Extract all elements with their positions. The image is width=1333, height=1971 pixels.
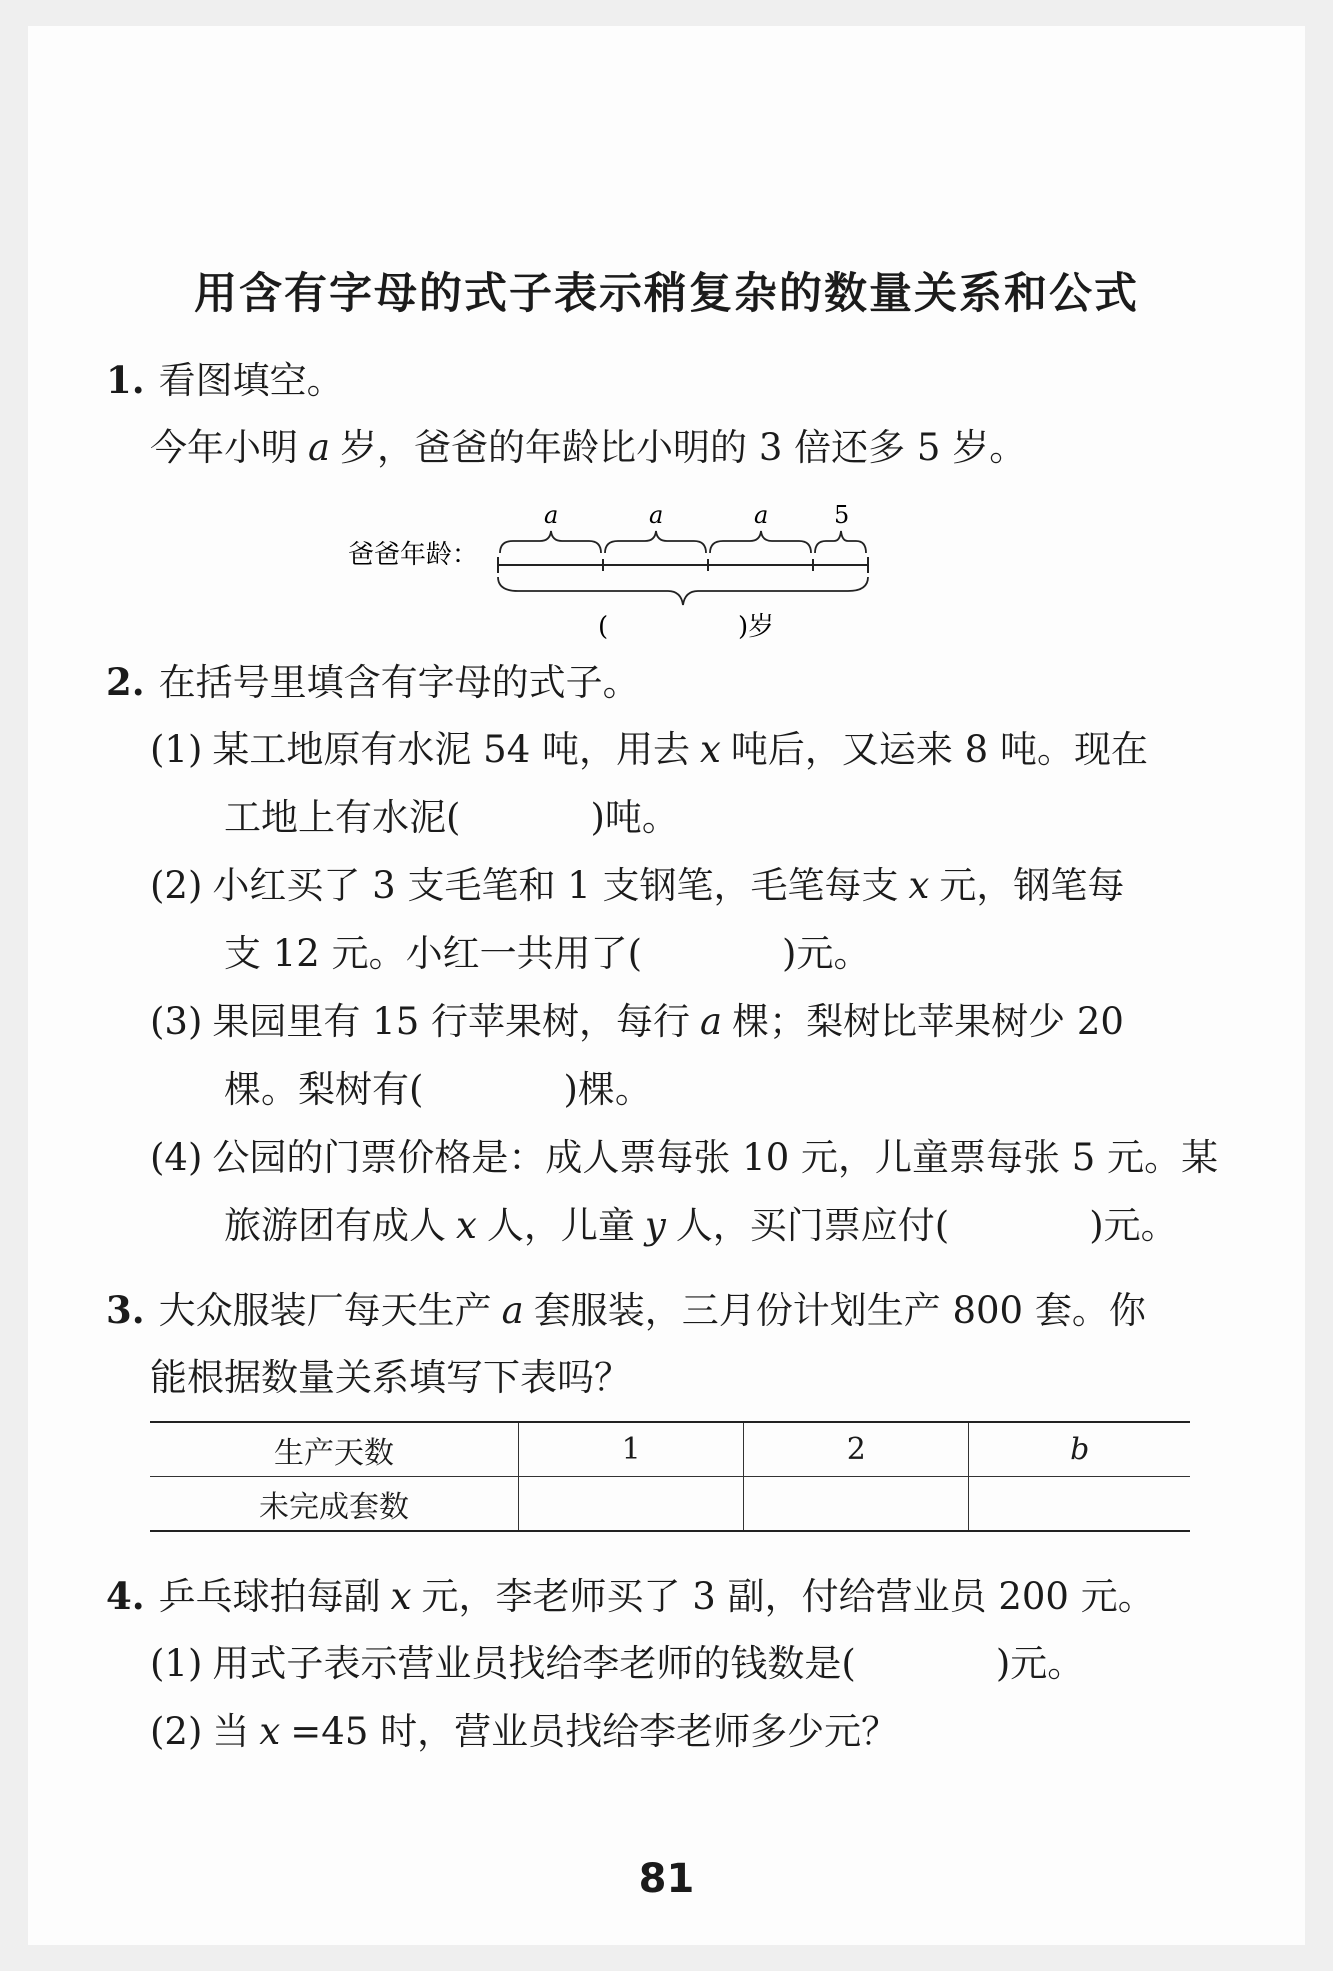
q2-item-variable: x <box>700 728 721 771</box>
q4-sub-text: )元。 <box>995 1642 1085 1685</box>
q1-condition-line <box>150 424 1026 472</box>
table-cell: b <box>969 1422 1190 1477</box>
q4-sub-text: 当 <box>212 1710 250 1753</box>
q4-number: 4. <box>106 1574 145 1618</box>
q2-item-text: 元，钢笔每 <box>939 864 1125 907</box>
q2-prompt: 在括号里填含有字母的式子。 <box>158 661 640 704</box>
diagram-seg-label: a <box>649 501 664 529</box>
q2-item-text: 某工地原有水泥 54 吨，用去 <box>212 728 691 771</box>
q2-item-text: 吨后，又运来 8 吨。现在 <box>730 728 1148 771</box>
diagram-brace <box>815 531 866 553</box>
table-row <box>150 1422 1190 1477</box>
q2-item-text: 果园里有 15 行苹果树，每行 <box>212 1000 691 1043</box>
worksheet-page <box>28 26 1305 1945</box>
diagram-brace <box>710 531 811 553</box>
q2-item-2-line-2 <box>224 930 870 978</box>
answer-cell[interactable] <box>519 1477 744 1532</box>
q3-text: 能根据数量关系填写下表吗？ <box>150 1356 631 1399</box>
q2-item-text: 人，买门票应付( <box>675 1204 950 1247</box>
q2-prompt-line <box>106 658 640 707</box>
q2-item-text: 支 12 元。小红一共用了( <box>224 932 643 975</box>
q2-item-index: (3) <box>150 1000 203 1043</box>
q2-item-3-line-2 <box>224 1066 652 1114</box>
q2-item-index: (2) <box>150 864 203 907</box>
q4-sub-2 <box>150 1708 898 1756</box>
q1-condition-text-a: 今年小明 <box>150 426 298 469</box>
q4-sub-text: 用式子表示营业员找给李老师的钱数是( <box>212 1642 856 1685</box>
table-header-cell: 生产天数 <box>150 1422 519 1477</box>
table-header-cell: 未完成套数 <box>150 1477 519 1532</box>
diagram-seg-label: a <box>754 501 769 529</box>
answer-cell[interactable] <box>744 1477 969 1532</box>
q2-item-text: 人，儿童 <box>486 1204 635 1247</box>
q4-text: 元，李老师买了 3 副，付给营业员 200 元。 <box>421 1575 1155 1618</box>
q2-item-variable: x <box>456 1204 477 1247</box>
q2-item-variable: x <box>908 864 930 907</box>
answer-cell[interactable] <box>969 1477 1190 1532</box>
q2-item-text: )元。 <box>782 932 871 975</box>
q2-item-index: (4) <box>150 1136 203 1179</box>
q2-item-text: )元。 <box>1089 1204 1178 1247</box>
q4-variable: x <box>259 1710 281 1753</box>
q2-item-2-line-1 <box>150 862 1124 910</box>
diagram-seg-label: 5 <box>834 501 850 529</box>
q3-number: 3. <box>106 1288 145 1332</box>
diagram-bottom-open: ( <box>598 612 609 642</box>
q2-item-1-line-2 <box>224 794 679 842</box>
q2-item-text: 工地上有水泥( <box>224 796 461 839</box>
q4-text: 乒乓球拍每副 <box>158 1575 381 1618</box>
q4-variable: x <box>390 1575 412 1618</box>
q3-text: 大众服装厂每天生产 <box>158 1289 492 1332</box>
q2-item-text: )棵。 <box>563 1068 652 1111</box>
q2-number: 2. <box>106 660 145 704</box>
q2-item-4-line-1 <box>150 1134 1218 1182</box>
q1-prompt: 看图填空。 <box>158 359 344 402</box>
q2-item-4-line-2 <box>224 1202 1178 1250</box>
diagram-bottom-close: )岁 <box>738 612 775 642</box>
table-cell: 2 <box>744 1422 969 1477</box>
q2-item-variable: y <box>644 1204 666 1247</box>
q4-sub-index: (2) <box>150 1710 203 1753</box>
line-segment-diagram <box>348 501 908 651</box>
diagram-brace <box>605 531 706 553</box>
q3-fill-table <box>150 1421 1190 1532</box>
diagram-label: 爸爸年龄： <box>348 540 479 570</box>
q2-item-text: )吨。 <box>590 796 679 839</box>
page-title: 用含有字母的式子表示稍复杂的数量关系和公式 <box>194 269 1139 319</box>
q3-variable: a <box>501 1289 524 1332</box>
table-cell: 1 <box>519 1422 744 1477</box>
q3-line-2 <box>150 1354 631 1402</box>
q3-text: 套服装，三月份计划生产 800 套。你 <box>533 1289 1146 1332</box>
q2-item-index: (1) <box>150 728 203 771</box>
q4-sub-index: (1) <box>150 1642 203 1685</box>
page-number: 81 <box>638 1856 695 1902</box>
q2-item-text: 小红买了 3 支毛笔和 1 支钢笔，毛笔每支 <box>212 864 899 907</box>
diagram-seg-label: a <box>544 501 559 529</box>
q2-item-text: 公园的门票价格是：成人票每张 10 元，儿童票每张 5 元。某 <box>212 1136 1219 1179</box>
q1-number: 1. <box>106 358 145 402</box>
q2-item-1-line-1 <box>150 726 1148 774</box>
diagram-bottom-brace <box>498 577 868 605</box>
q1-variable: a <box>308 426 331 469</box>
q2-item-text: 旅游团有成人 <box>224 1204 446 1247</box>
q1-prompt-line <box>106 356 344 405</box>
q4-sub-1 <box>150 1640 1084 1688</box>
q2-item-text: 棵。梨树有( <box>224 1068 424 1111</box>
q4-line-1 <box>106 1572 1155 1621</box>
q2-item-3-line-1 <box>150 998 1124 1046</box>
q3-line-1 <box>106 1286 1146 1335</box>
q2-item-variable: a <box>700 1000 723 1043</box>
q4-sub-text: =45 时，营业员找给李老师多少元？ <box>290 1710 899 1753</box>
q2-item-text: 棵；梨树比苹果树少 20 <box>732 1000 1124 1043</box>
q1-condition-text-b: 岁，爸爸的年龄比小明的 3 倍还多 5 岁。 <box>340 426 1027 469</box>
diagram-brace <box>500 531 601 553</box>
table-row <box>150 1477 1190 1532</box>
